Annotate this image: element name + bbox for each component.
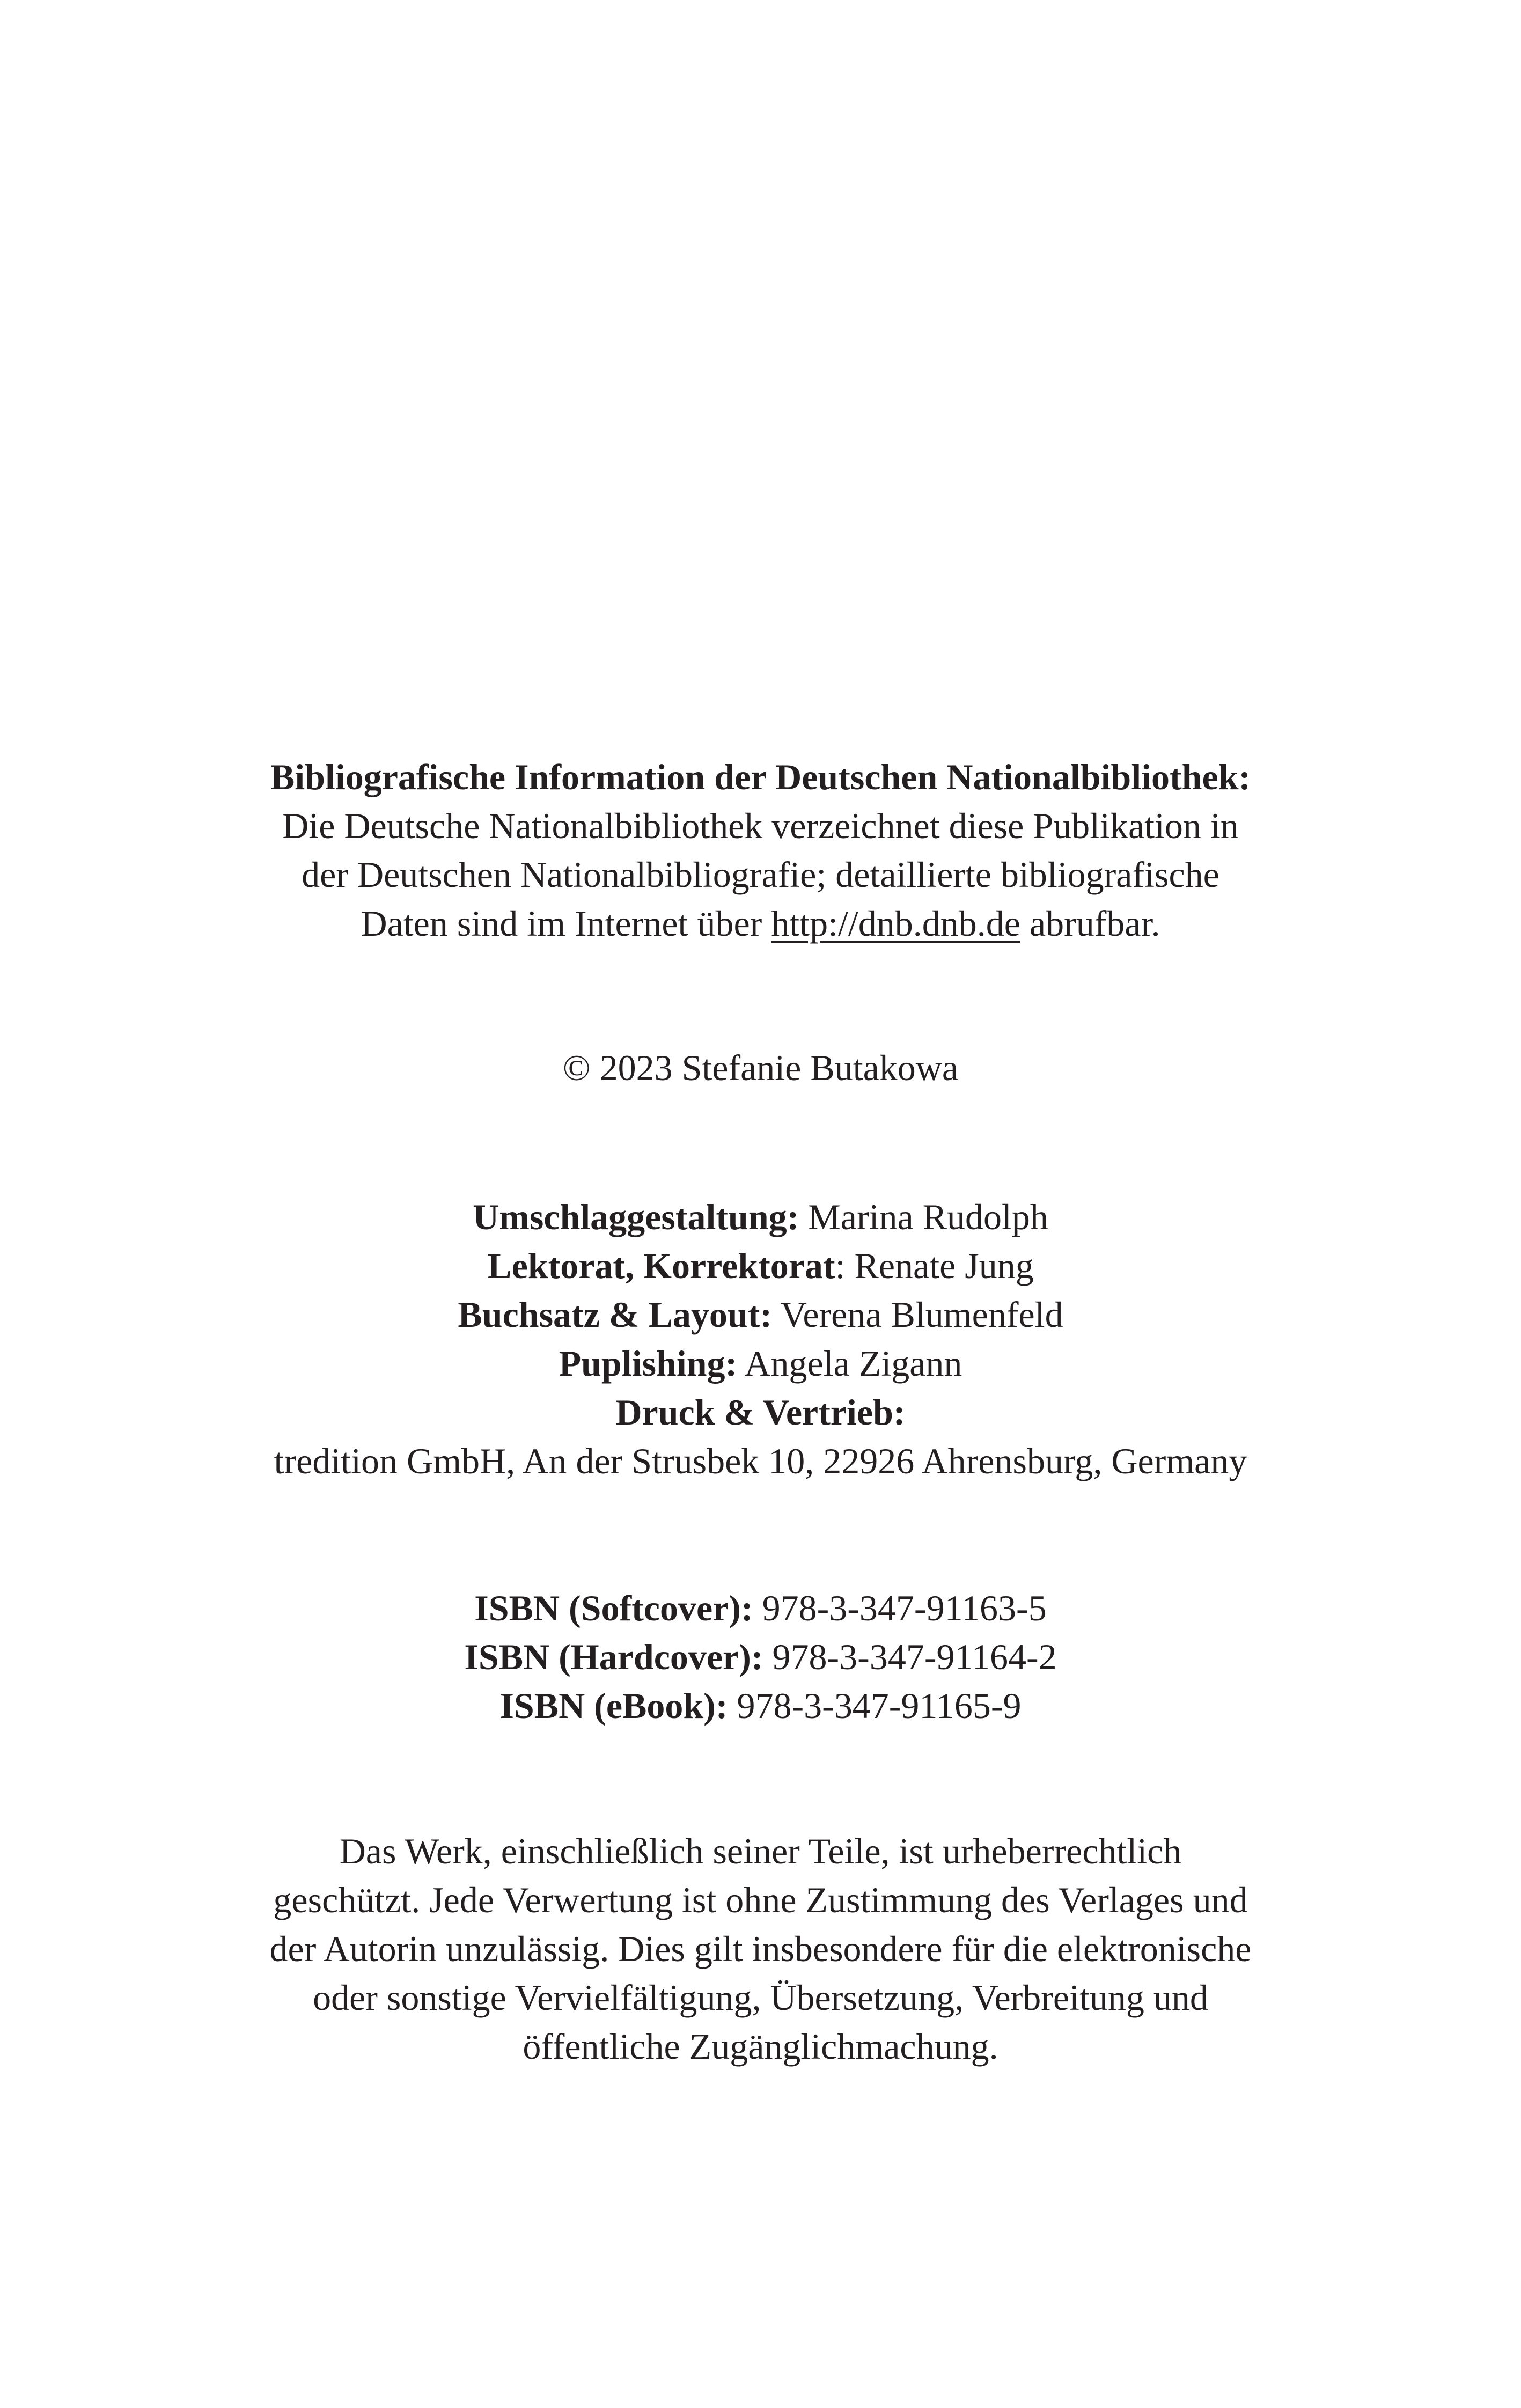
credit-layout: [0, 1290, 1521, 1339]
isbn-ebook-label: ISBN (eBook):: [499, 1685, 728, 1726]
credit-editing-value: : Renate Jung: [835, 1245, 1034, 1286]
bibliographic-heading: Bibliografische Information der Deutschen Nationalbibliothek:: [270, 757, 1251, 797]
credit-print-label: Druck & Vertrieb:: [615, 1392, 906, 1433]
isbn-list: [0, 1584, 1521, 1730]
bibliographic-line-3-end: abrufbar.: [1020, 903, 1160, 944]
credit-cover-value: Marina Rudolph: [799, 1196, 1048, 1237]
credit-editing-label: Lektorat, Korrektorat: [487, 1245, 835, 1286]
credit-print-address: tredition GmbH, An der Strusbek 10, 22926 Ahrensburg, Germany: [274, 1441, 1247, 1481]
credit-publishing: [0, 1339, 1521, 1388]
isbn-hardcover: [0, 1633, 1521, 1682]
credit-cover-label: Umschlaggestaltung:: [473, 1196, 799, 1237]
bibliographic-info: [0, 753, 1521, 948]
copyright-notice: [0, 1044, 1521, 1092]
credit-editing: [0, 1242, 1521, 1290]
bibliographic-line-3-start: Daten sind im Internet über: [361, 903, 771, 944]
isbn-ebook: [0, 1682, 1521, 1730]
rights-line-2: geschützt. Jede Verwertung ist ohne Zustimmung des Verlages und: [273, 1880, 1248, 1920]
isbn-softcover: [0, 1584, 1521, 1633]
isbn-hardcover-label: ISBN (Hardcover):: [464, 1636, 763, 1677]
dnb-link[interactable]: http://dnb.dnb.de: [771, 903, 1020, 944]
credit-cover: [0, 1193, 1521, 1242]
rights-line-5: öffentliche Zugänglichmachung.: [523, 2026, 998, 2067]
credit-print: [0, 1388, 1521, 1437]
credit-layout-value: Verena Blumenfeld: [772, 1294, 1063, 1335]
rights-line-4: oder sonstige Vervielfältigung, Übersetzung, Verbreitung und: [313, 1977, 1208, 2018]
rights-line-1: Das Werk, einschließlich seiner Teile, ist urheberrechtlich: [339, 1831, 1182, 1871]
rights-notice: [0, 1827, 1521, 2071]
credit-publishing-label: Puplishing:: [559, 1343, 738, 1384]
bibliographic-line-3: [0, 899, 1521, 948]
isbn-ebook-value: 978-3-347-91165-9: [728, 1685, 1022, 1726]
bibliographic-line-2: der Deutschen Nationalbibliografie; detaillierte bibliografische: [302, 854, 1219, 895]
rights-line-3: der Autorin unzulässig. Dies gilt insbesondere für die elektronische: [269, 1928, 1252, 1969]
credit-publishing-value: Angela Zigann: [737, 1343, 962, 1384]
bibliographic-line-1: Die Deutsche Nationalbibliothek verzeichnet diese Publikation in: [282, 805, 1239, 846]
credits: [0, 1193, 1521, 1486]
isbn-softcover-value: 978-3-347-91163-5: [753, 1588, 1047, 1628]
isbn-hardcover-value: 978-3-347-91164-2: [763, 1636, 1057, 1677]
copyright-line: © 2023 Stefanie Butakowa: [562, 1047, 959, 1088]
isbn-softcover-label: ISBN (Softcover):: [474, 1588, 753, 1628]
credit-layout-label: Buchsatz & Layout:: [458, 1294, 772, 1335]
